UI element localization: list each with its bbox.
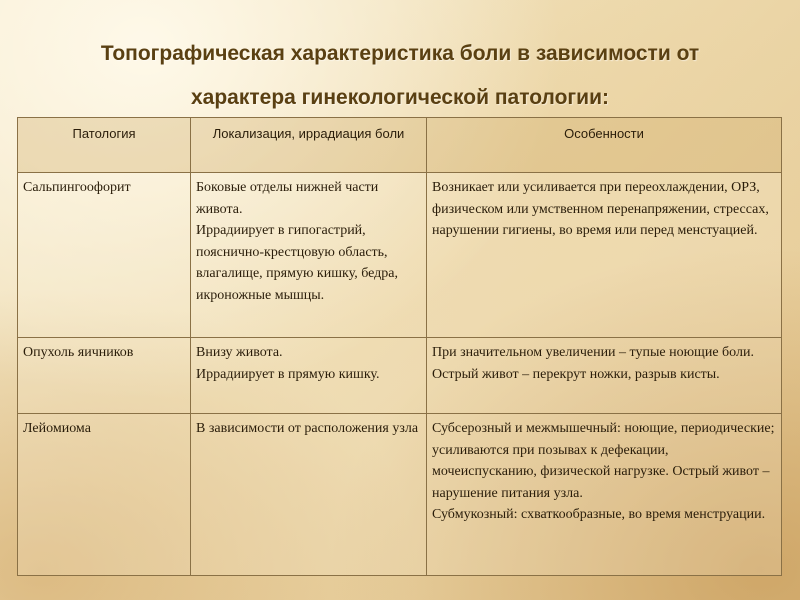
cell-features xyxy=(427,414,782,576)
cell-line: Иррадиирует в гипогастрий, пояснично-крестцовую область, влагалище, прямую кишку, бедра, икроножные мышцы. xyxy=(196,223,399,303)
cell-line: Иррадиирует в прямую кишку. xyxy=(196,366,380,382)
slide-title-line-1: Топографическая характеристика боли в зависимости от xyxy=(100,42,700,65)
table-row xyxy=(18,338,782,414)
cell-pathology: Сальпингоофорит xyxy=(18,173,191,338)
cell-line: Субмукозный: схваткообразные, во время менструации. xyxy=(432,507,766,522)
table-header-row xyxy=(18,118,782,173)
cell-localization xyxy=(191,414,427,576)
cell-line: Боковые отделы нижней части живота. xyxy=(196,180,379,217)
cell-line: Внизу живота. xyxy=(196,345,283,360)
cell-features xyxy=(427,338,782,414)
cell-line: При значительном увеличении – тупые ноющие боли. Острый живот – перекрут ножки, разрыв кисты. xyxy=(432,345,754,382)
cell-line: Возникает или усиливается при переохлаждении, ОРЗ, физическом или умственном перенапряжении, стрессах, нарушении гигиены, во время или перед менстуацией. xyxy=(432,180,769,238)
table-row xyxy=(18,173,782,338)
slide-title xyxy=(0,32,800,120)
header-pathology: Патология xyxy=(18,118,191,173)
cell-features xyxy=(427,173,782,338)
slide-title-line-2: характера гинекологической патологии: xyxy=(191,86,609,109)
cell-localization xyxy=(191,173,427,338)
cell-line: Субсерозный и межмышечный: ноющие, периодические; усиливаются при позывах к дефекации, мочеиспусканию, физической нагрузке. Острый живот – нарушение питания узла. xyxy=(432,421,775,501)
header-features: Особенности xyxy=(427,118,782,173)
cell-pathology: Опухоль яичников xyxy=(18,338,191,414)
table-row xyxy=(18,414,782,576)
cell-line: В зависимости от расположения узла xyxy=(196,421,419,436)
header-localization: Локализация, иррадиация боли xyxy=(191,118,427,173)
cell-localization xyxy=(191,338,427,414)
pain-characteristics-table xyxy=(17,117,782,576)
cell-pathology: Лейомиома xyxy=(18,414,191,576)
